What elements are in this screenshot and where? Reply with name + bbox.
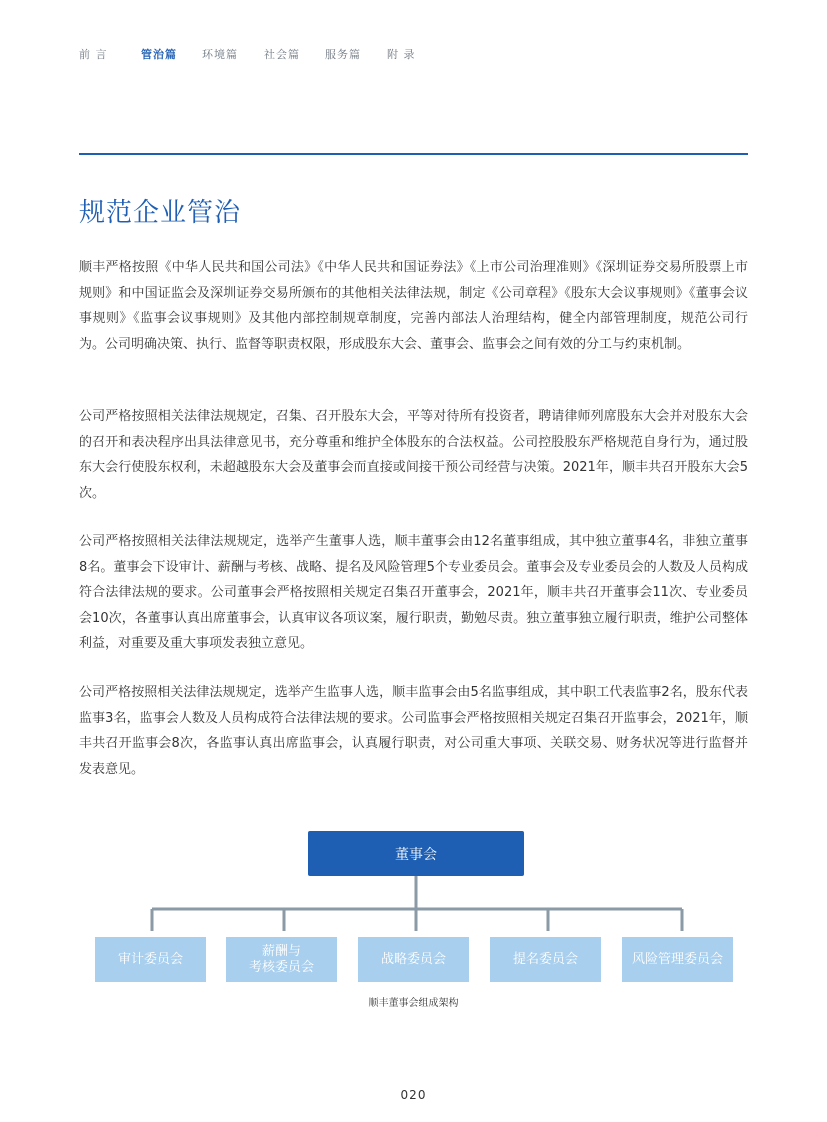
committee-risk-management: 风险管理委员会: [622, 937, 733, 982]
nav-item-governance[interactable]: 管治篇: [141, 48, 177, 61]
paragraph-board-of-supervisors: 公司严格按照相关法律法规规定，选举产生监事人选，顺丰监事会由5名监事组成，其中职工代表监事2名，股东代表监事3名，监事会人数及人员构成符合法律法规的要求。公司监事会严格按照相关规定召集召开监事会，2021年，顺丰共召开监事会8次，各监事认真出席监事会，认真履行职责，对公司重大事项、关联交易、财务状况等进行监督并发表意见。: [79, 685, 748, 777]
committee-remuneration: 薪酬与 考核委员会: [226, 937, 337, 982]
paragraph-shareholders-meeting: 公司严格按照相关法律法规规定，召集、召开股东大会，平等对待所有投资者，聘请律师列席股东大会并对股东大会的召开和表决程序出具法律意见书，充分尊重和维护全体股东的合法权益。公司控股股东严格规范自身行为，通过股东大会行使股东权利，未超越股东大会及董事会而直接或间接干预公司经营与决策。2021年，顺丰共召开股东大会5次。: [79, 409, 748, 501]
committee-audit: 审计委员会: [95, 937, 206, 982]
paragraph-governance-framework: 顺丰严格按照《中华人民共和国公司法》《中华人民共和国证券法》《上市公司治理准则》《深圳证券交易所股票上市规则》和中国证监会及深圳证券交易所颁布的其他相关法律法规，制定《公司章程》《股东大会议事规则》《董事会议事规则》《监事会议事规则》及其他内部控制规章制度，完善内部法人治理结构，健全内部管理制度，规范公司行为。公司明确决策、执行、监督等职责权限，形成股东大会、董事会、监事会之间有效的分工与约束机制。: [79, 260, 748, 352]
nav-item-appendix[interactable]: 附 录: [387, 48, 416, 61]
paragraph-board-of-directors: 公司严格按照相关法律法规规定，选举产生董事人选，顺丰董事会由12名董事组成，其中独立董事4名，非独立董事8名。董事会下设审计、薪酬与考核、战略、提名及风险管理5个专业委员会。董事会及专业委员会的人数及人员构成符合法律法规的要求。公司董事会严格按照相关规定召集召开董事会，2021年，顺丰共召开董事会11次、专业委员会10次，各董事认真出席董事会，认真审议各项议案，履行职责，勤勉尽责。独立董事独立履行职责，维护公司整体利益，对重要及重大事项发表独立意见。: [79, 534, 748, 651]
nav-item-service[interactable]: 服务篇: [325, 48, 361, 61]
nav-item-society[interactable]: 社会篇: [264, 48, 300, 61]
nav-item-preface[interactable]: 前 言: [79, 48, 108, 61]
committee-strategy: 战略委员会: [358, 937, 469, 982]
committee-nomination: 提名委员会: [490, 937, 601, 982]
org-chart-board-node: 董事会: [308, 831, 524, 876]
nav-item-environment[interactable]: 环境篇: [202, 48, 238, 61]
org-chart-caption: 顺丰董事会组成架构: [368, 998, 459, 1009]
page-number: 020: [400, 1088, 427, 1102]
section-title: 规范企业管治: [79, 198, 242, 228]
